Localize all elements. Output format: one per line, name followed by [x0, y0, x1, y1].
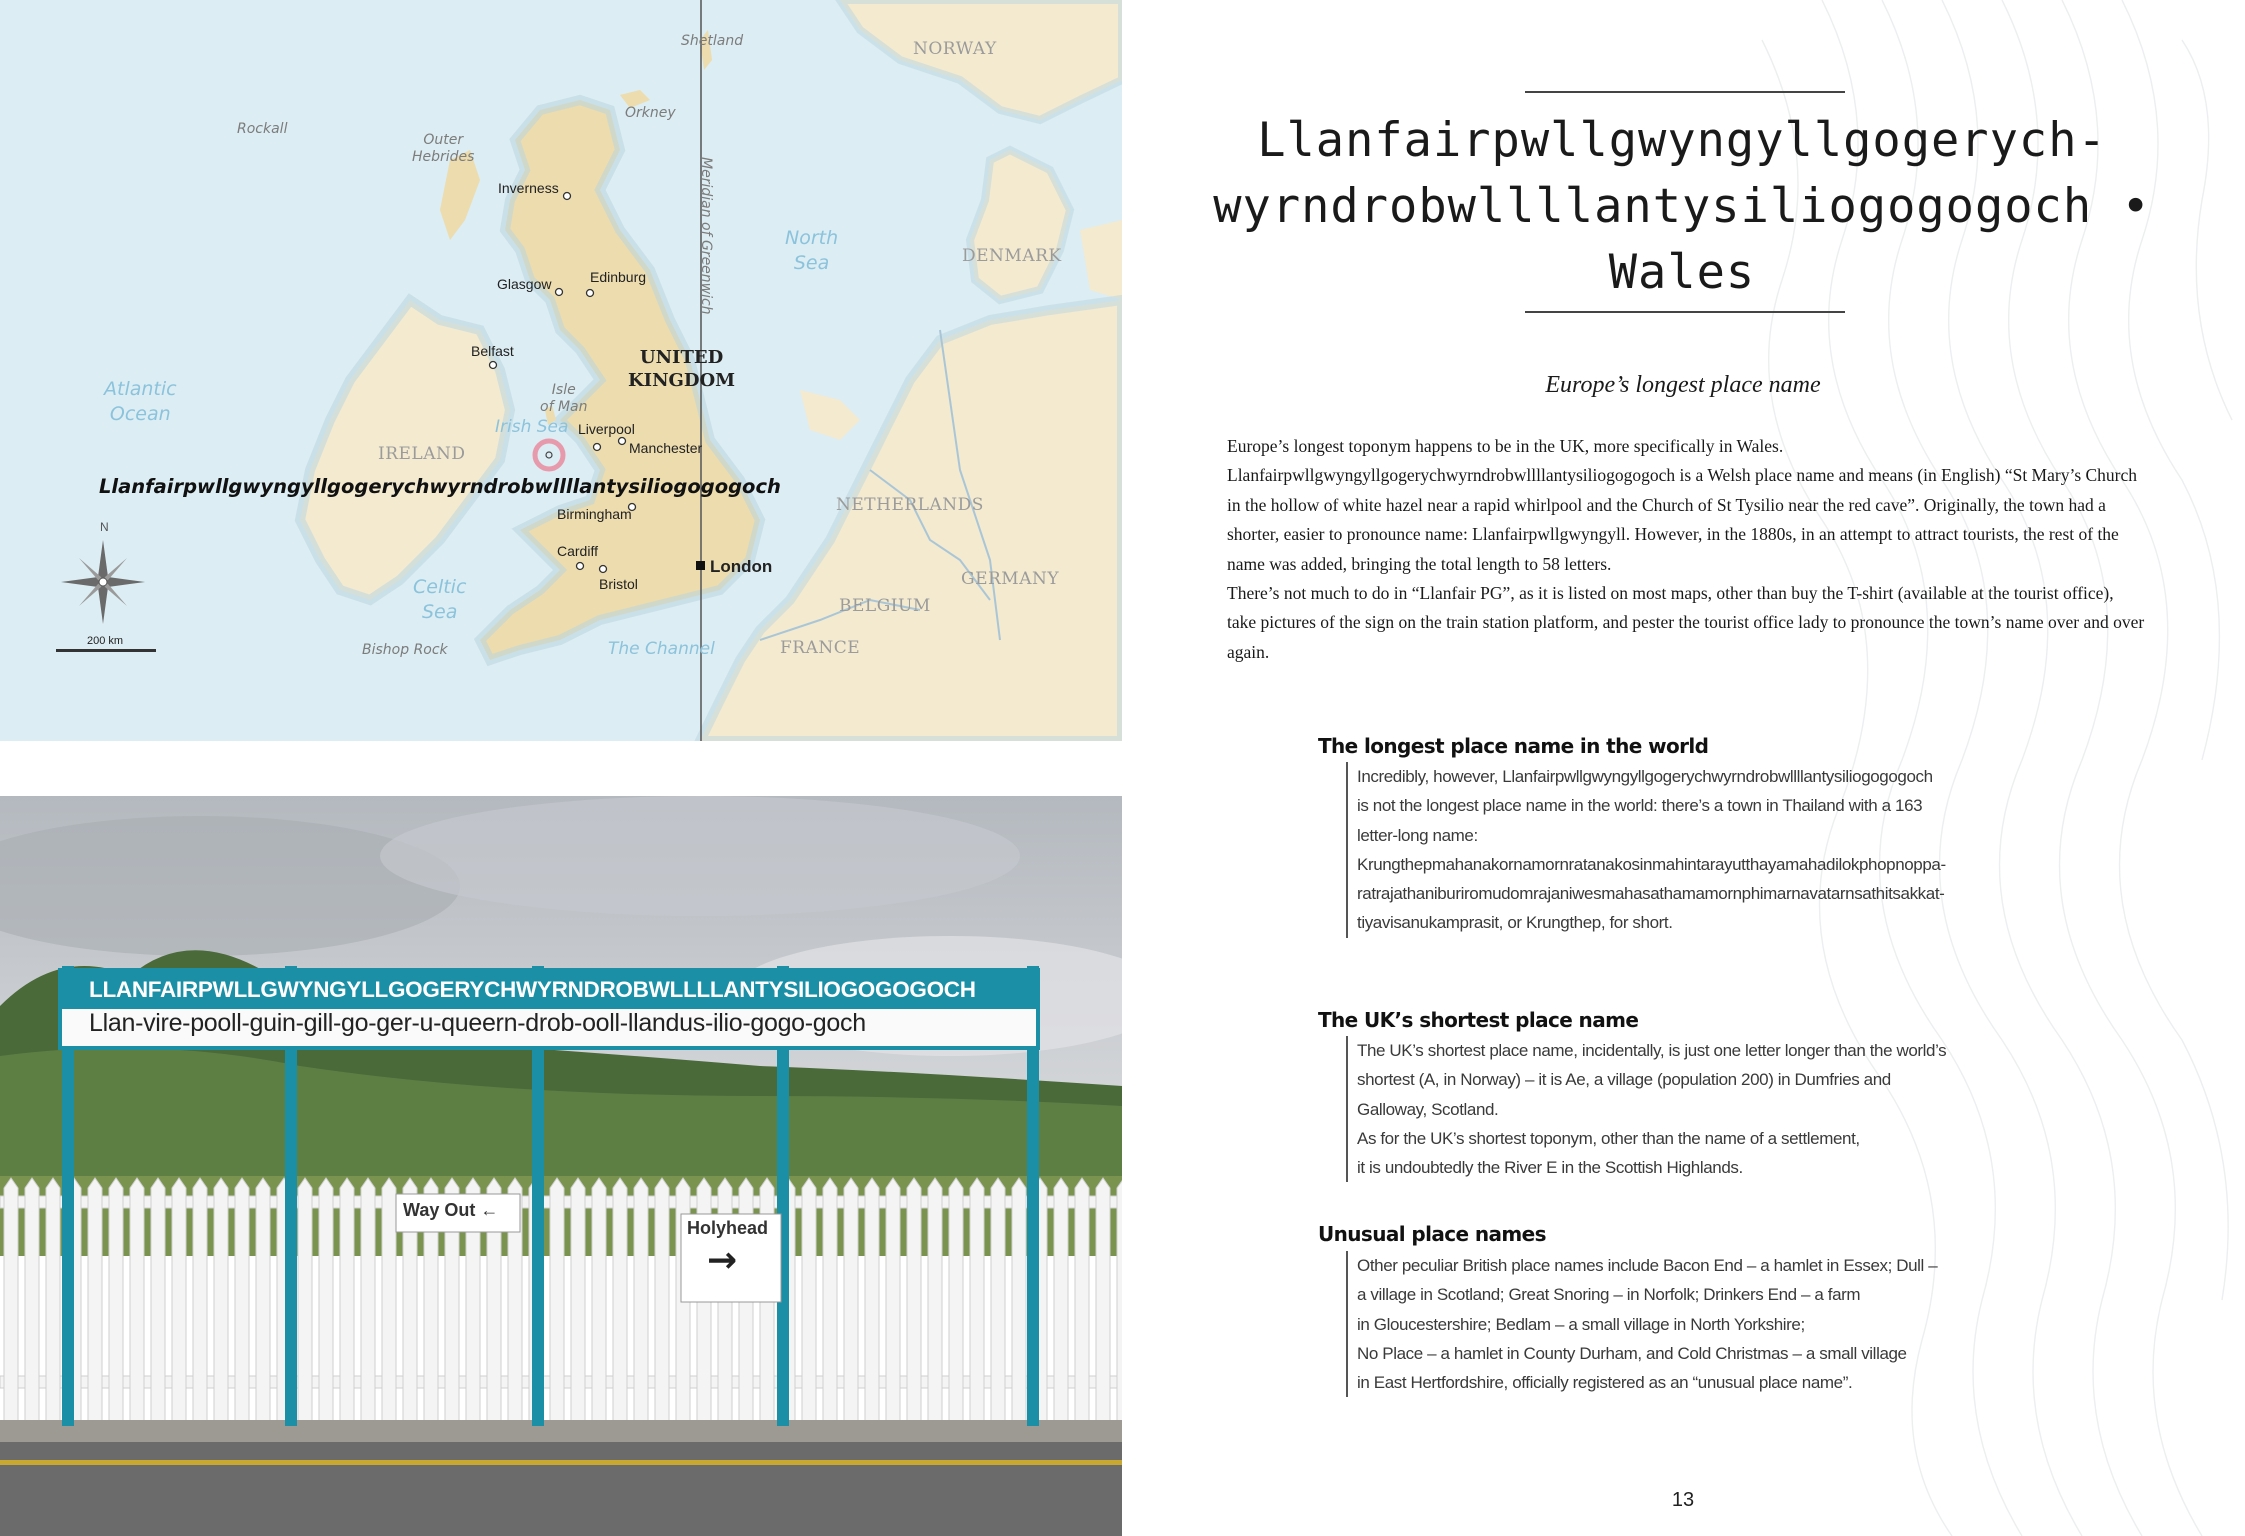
celtic-sea-label: Celtic Sea — [413, 576, 467, 623]
united-kingdom-label: UNITED KINGDOM — [628, 347, 736, 391]
netherlands-label: NETHERLANDS — [836, 495, 984, 515]
fence-picket — [970, 1178, 984, 1426]
map-of-british-isles — [0, 0, 1122, 741]
fence-picket — [634, 1178, 648, 1426]
fence-picket — [928, 1178, 942, 1426]
fence-picket — [382, 1178, 396, 1426]
the-channel-label: The Channel — [608, 639, 715, 659]
fence-picket — [571, 1178, 585, 1426]
intro-paragraph-2: There’s not much to do in “Llanfair PG”, as it is listed on most maps, other than buy the T-shirt (available at the tourist office), take pictures of the sign on the train station platform, and pester the tourist office lady to pronounce the town’s name over and over again. — [1227, 583, 2145, 662]
fence-picket — [46, 1178, 60, 1426]
map-graphic — [0, 0, 1122, 741]
city-manchester: Manchester — [629, 440, 703, 456]
norway-label: NORWAY — [913, 39, 997, 59]
holyhead-arrow-icon: → — [707, 1240, 738, 1281]
fence-picket — [4, 1178, 18, 1426]
intro-text — [1227, 432, 2147, 667]
irish-sea-label: Irish Sea — [495, 417, 569, 437]
fence-picket — [1075, 1178, 1089, 1426]
holyhead-text: Holyhead — [687, 1218, 769, 1238]
city-bristol: Bristol — [599, 576, 638, 592]
title-rule-top — [1525, 91, 1845, 93]
title-rule-bottom — [1525, 311, 1845, 313]
fence-picket — [214, 1178, 228, 1426]
fence-picket — [109, 1178, 123, 1426]
city-birmingham: Birmingham — [557, 506, 632, 522]
fence-picket — [319, 1178, 333, 1426]
fence-picket — [1054, 1178, 1068, 1426]
shetland-label: Shetland — [681, 33, 744, 49]
atlantic-ocean-label: Atlantic Ocean — [104, 378, 177, 425]
page-number: 13 — [1671, 1489, 1695, 1511]
section-title-unusual: Unusual place names — [1318, 1222, 1546, 1246]
fence-picket — [151, 1178, 165, 1426]
scale-bar — [56, 649, 156, 652]
fence-picket — [235, 1178, 249, 1426]
city-london: London — [710, 557, 773, 576]
city-cardiff: Cardiff — [557, 543, 598, 559]
ireland-label: IRELAND — [378, 444, 466, 464]
fence-picket — [592, 1178, 606, 1426]
photo-graphic — [0, 796, 1122, 1536]
fence-picket — [991, 1178, 1005, 1426]
compass-north-label: N — [100, 520, 109, 534]
text-page — [1122, 0, 2245, 1536]
city-edinburg: Edinburg — [590, 269, 647, 285]
fence-picket — [298, 1178, 312, 1426]
scale-label: 200 km — [87, 635, 124, 647]
sign-welsh-name: LLANFAIRPWLLGWYNGYLLGOGERYCHWYRNDROBWLLLLANTYSILIOGOGOGOCH — [89, 977, 976, 1002]
meridian-label: Meridian of Greenwich — [698, 157, 714, 315]
germany-label: GERMANY — [961, 569, 1060, 589]
north-sea-label: North Sea — [785, 227, 839, 274]
fence-picket — [1096, 1178, 1110, 1426]
fence-picket — [655, 1178, 669, 1426]
city-belfast: Belfast — [471, 343, 514, 359]
section-title-longest-world: The longest place name in the world — [1318, 734, 1709, 758]
fence-picket — [130, 1178, 144, 1426]
fence-picket — [823, 1178, 837, 1426]
section-body-longest-world: Incredibly, however, Llanfairpwllgwyngyllgogerychwyrndrobwllllantysiliogogogoch is not the longest place name in the world: there’s a town in Thailand with a 163 letter-long name: Krungthepmahanakornamornratanakosinmahintarayutthayamahadilokphopnoppa- ratrajathaniburiromudomrajaniwesmahasathamamornphimarnavatarnsathitsakkat- tiyavisanukamprasit, or Krungthep, for short. — [1346, 762, 2057, 938]
fence-picket — [949, 1178, 963, 1426]
section-body-unusual: Other peculiar British place names include Bacon End – a hamlet in Essex; Dull – a village in Scotland; Great Snoring – in Norfolk; Drinkers End – a farm in Gloucestershire; Bedlam – a small village in North Yorkshire; No Place – a hamlet in County Durham, and Cold Christmas – a small village in East Hertfordshire, officially registered as an “unusual place name”. — [1346, 1251, 2057, 1397]
fence-picket — [193, 1178, 207, 1426]
belgium-label: BELGIUM — [839, 596, 931, 616]
fence-picket — [1012, 1178, 1026, 1426]
rockall-label: Rockall — [237, 121, 288, 137]
station-sign-photo — [0, 796, 1122, 1536]
fence-picket — [907, 1178, 921, 1426]
france-label: FRANCE — [780, 638, 861, 658]
section-body-uk-shortest: The UK’s shortest place name, incidentally, is just one letter longer than the world’s shortest (A, in Norway) – it is Ae, a village (population 200) in Dumfries and Galloway, Scotland. As for the UK’s shortest toponym, other than the name of a settlement, it is undoubtedly the River E in the Scottish Highlands. — [1346, 1036, 2057, 1182]
fence-picket — [886, 1178, 900, 1426]
city-inverness: Inverness — [498, 180, 559, 196]
outer-hebrides-label: Outer Hebrides — [412, 132, 475, 165]
title-line-3: Wales — [1608, 245, 1756, 300]
page-title — [1182, 108, 2182, 306]
isle-of-man-label: Isle of Man — [540, 382, 588, 415]
fence-picket — [361, 1178, 375, 1426]
city-liverpool: Liverpool — [578, 421, 635, 437]
section-title-uk-shortest: The UK’s shortest place name — [1318, 1008, 1639, 1032]
fence-picket — [88, 1178, 102, 1426]
fence-picket — [613, 1178, 627, 1426]
orkney-label: Orkney — [625, 105, 676, 121]
fence-picket — [256, 1178, 270, 1426]
way-out-text: Way Out ← — [403, 1200, 499, 1220]
fence-picket — [25, 1178, 39, 1426]
fence-picket — [844, 1178, 858, 1426]
fence-picket — [550, 1178, 564, 1426]
fence-picket — [172, 1178, 186, 1426]
bishop-rock-label: Bishop Rock — [362, 642, 448, 658]
intro-paragraph-1: Europe’s longest toponym happens to be in the UK, more specifically in Wales. Llanfairpwllgwyngyllgogerychwyrndrobwllllantysiliogogogoch is a Welsh place name and means (in English) “St Mary’s Church in the hollow of white hazel near a rapid whirlpool and the Church of St Tysilio near the red cave”. Originally, the town had a shorter, easier to pronounce name: Llanfairpwllgwyngyll. However, in the 1880s, in an attempt to attract tourists, the rest of the name was added, bringing the total length to 58 letters. — [1227, 436, 2138, 574]
highlighted-place-name: Llanfairpwllgwyngyllgogerychwyrndrobwllllantysiliogogogoch — [99, 475, 781, 498]
fence-picket — [340, 1178, 354, 1426]
city-glasgow: Glasgow — [497, 276, 552, 292]
title-line-2: wyrndrobwllllantysiliogogogoch • — [1213, 179, 2151, 234]
title-line-1: Llanfairpwllgwyngyllgogerych- — [1257, 113, 2107, 168]
denmark-label: DENMARK — [962, 246, 1062, 266]
subtitle: Europe’s longest place name — [1545, 372, 1821, 398]
fence-picket — [865, 1178, 879, 1426]
sign-pronunciation: Llan-vire-pooll-guin-gill-go-ger-u-queern-drob-ooll-llandus-ilio-gogo-goch — [89, 1009, 866, 1037]
fence-picket — [802, 1178, 816, 1426]
